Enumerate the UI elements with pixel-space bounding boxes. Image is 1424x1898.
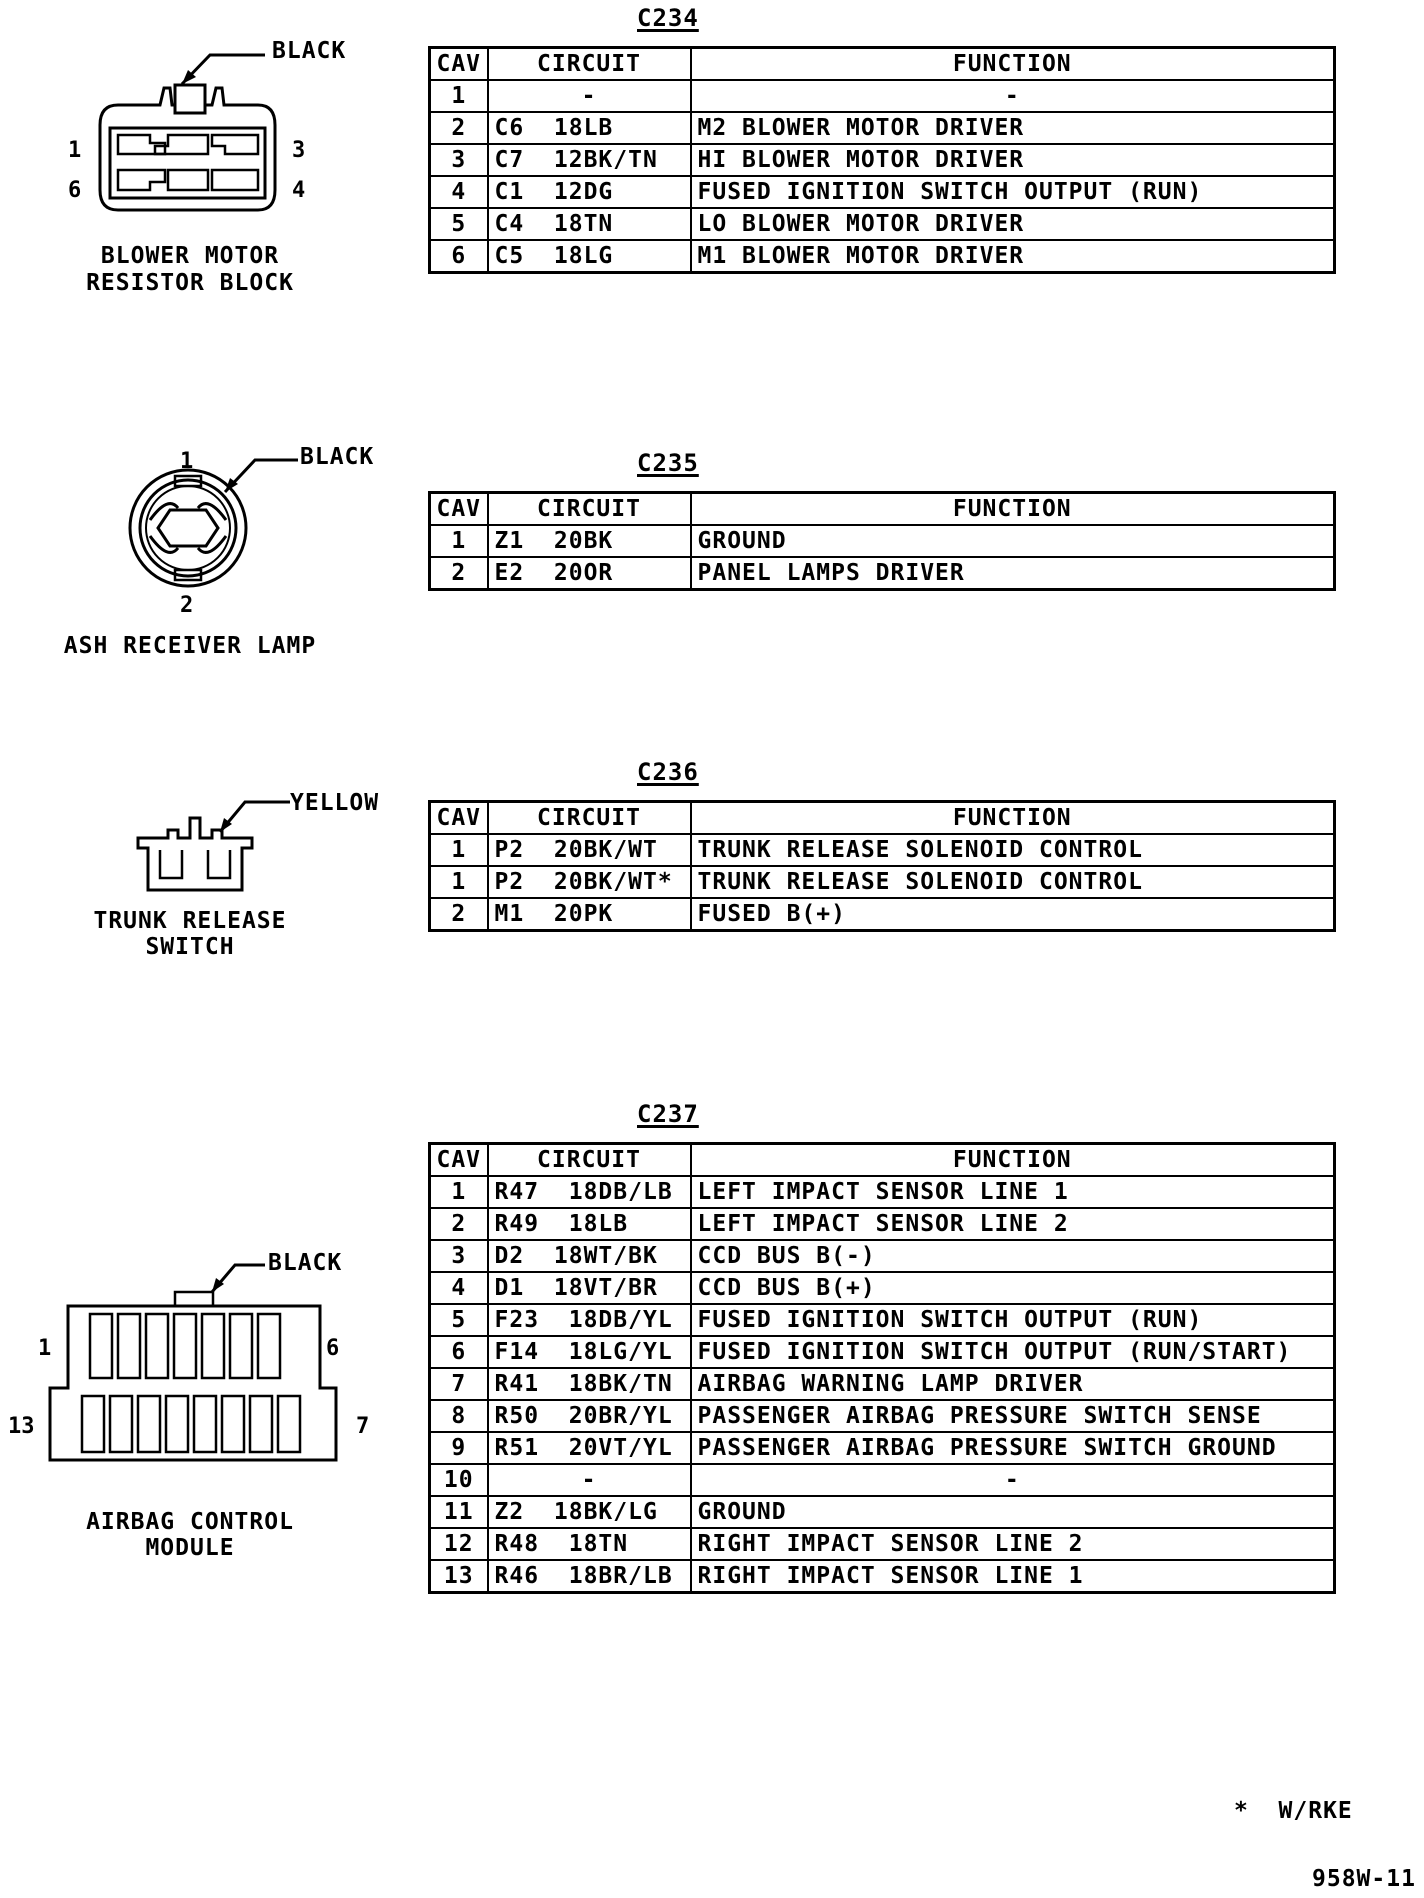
cell-circuit: R41 18BK/TN: [488, 1368, 691, 1400]
table-header-row: [430, 48, 1335, 81]
cell-cav: 13: [430, 1560, 488, 1593]
cell-cav: 3: [430, 1240, 488, 1272]
table-row: [430, 1208, 1335, 1240]
table-header-row: [430, 802, 1335, 835]
component-name-c235: ASH RECEIVER LAMP: [63, 633, 317, 659]
component-name-c236: [60, 908, 320, 960]
cell-circuit: Z1 20BK: [488, 525, 691, 557]
table-row: [430, 1336, 1335, 1368]
cell-circuit: D2 18WT/BK: [488, 1240, 691, 1272]
cell-function: PANEL LAMPS DRIVER: [691, 557, 1335, 590]
pinout-table-c236: [428, 800, 1336, 932]
cell-cav: 5: [430, 208, 488, 240]
table-row: [430, 144, 1335, 176]
cell-circuit: C4 18TN: [488, 208, 691, 240]
footnote: * W/RKE: [1234, 1798, 1353, 1824]
table-row: [430, 1496, 1335, 1528]
table-row: [430, 1432, 1335, 1464]
cell-circuit: -: [488, 1464, 691, 1496]
header-circuit: CIRCUIT: [488, 493, 691, 526]
color-label-c237: BLACK: [268, 1250, 343, 1276]
airbag-control-module-diagram: [40, 1240, 370, 1480]
cell-cav: 4: [430, 176, 488, 208]
color-label-c235: BLACK: [300, 444, 375, 470]
table-row: [430, 1368, 1335, 1400]
cell-function: LEFT IMPACT SENSOR LINE 1: [691, 1176, 1335, 1208]
table-row: [430, 1304, 1335, 1336]
cell-function: GROUND: [691, 525, 1335, 557]
cell-cav: 1: [430, 1176, 488, 1208]
cell-cav: 6: [430, 240, 488, 273]
table-row: [430, 1464, 1335, 1496]
cell-cav: 9: [430, 1432, 488, 1464]
cell-cav: 12: [430, 1528, 488, 1560]
header-function: FUNCTION: [691, 48, 1335, 81]
cell-cav: 1: [430, 80, 488, 112]
cell-function: FUSED IGNITION SWITCH OUTPUT (RUN): [691, 176, 1335, 208]
cell-circuit: P2 20BK/WT: [488, 834, 691, 866]
component-name-c237: AIRBAG CONTROL MODULE: [86, 1509, 294, 1561]
cell-cav: 2: [430, 1208, 488, 1240]
table-row: [430, 1528, 1335, 1560]
cell-cav: 3: [430, 144, 488, 176]
color-label-c236: YELLOW: [290, 790, 380, 816]
cell-circuit: C6 18LB: [488, 112, 691, 144]
cell-function: CCD BUS B(-): [691, 1240, 1335, 1272]
cell-circuit: R50 20BR/YL: [488, 1400, 691, 1432]
pin-label-1: 1: [68, 138, 82, 163]
table-row: [430, 176, 1335, 208]
table-row: [430, 240, 1335, 273]
pinout-table-c235: [428, 491, 1336, 591]
cell-function: RIGHT IMPACT SENSOR LINE 2: [691, 1528, 1335, 1560]
cell-cav: 1: [430, 834, 488, 866]
cell-circuit: C1 12DG: [488, 176, 691, 208]
pin-label-6: 6: [68, 178, 82, 203]
cell-cav: 4: [430, 1272, 488, 1304]
cell-function: GROUND: [691, 1496, 1335, 1528]
cell-circuit: R51 20VT/YL: [488, 1432, 691, 1464]
color-label-c234: BLACK: [272, 38, 347, 64]
table-row: [430, 557, 1335, 590]
component-name-line: BLOWER MOTOR: [100, 243, 280, 269]
cell-circuit: R46 18BR/LB: [488, 1560, 691, 1593]
cell-function: RIGHT IMPACT SENSOR LINE 1: [691, 1560, 1335, 1593]
cell-circuit: Z2 18BK/LG: [488, 1496, 691, 1528]
cell-function: FUSED IGNITION SWITCH OUTPUT (RUN): [691, 1304, 1335, 1336]
cell-cav: 1: [430, 866, 488, 898]
cell-function: FUSED IGNITION SWITCH OUTPUT (RUN/START): [691, 1336, 1335, 1368]
pin-label-6: 6: [326, 1336, 340, 1361]
pinout-table-c234: [428, 46, 1336, 274]
cell-function: PASSENGER AIRBAG PRESSURE SWITCH SENSE: [691, 1400, 1335, 1432]
cell-cav: 2: [430, 898, 488, 931]
connector-title-c235: C235: [637, 449, 699, 477]
cell-cav: 7: [430, 1368, 488, 1400]
cell-function: M1 BLOWER MOTOR DRIVER: [691, 240, 1335, 273]
table-row: [430, 208, 1335, 240]
component-name-line: RESISTOR BLOCK: [86, 270, 294, 296]
table-row: [430, 1240, 1335, 1272]
pin-label-1: 1: [180, 449, 194, 474]
cell-cav: 8: [430, 1400, 488, 1432]
header-circuit: CIRCUIT: [488, 48, 691, 81]
header-circuit: CIRCUIT: [488, 1144, 691, 1177]
component-name-line: SWITCH: [145, 934, 235, 960]
cell-circuit: R48 18TN: [488, 1528, 691, 1560]
cell-cav: 1: [430, 525, 488, 557]
cell-circuit: R47 18DB/LB: [488, 1176, 691, 1208]
pin-label-7: 7: [356, 1414, 370, 1439]
table-row: [430, 525, 1335, 557]
pin-label-3: 3: [292, 138, 306, 163]
table-row: [430, 866, 1335, 898]
cell-function: HI BLOWER MOTOR DRIVER: [691, 144, 1335, 176]
cell-function: LEFT IMPACT SENSOR LINE 2: [691, 1208, 1335, 1240]
header-function: FUNCTION: [691, 1144, 1335, 1177]
pin-label-4: 4: [292, 178, 306, 203]
header-cav: CAV: [430, 48, 488, 81]
connector-title-c237: C237: [637, 1100, 699, 1128]
pin-label-1: 1: [38, 1336, 52, 1361]
connector-title-c236: C236: [637, 758, 699, 786]
cell-circuit: C5 18LG: [488, 240, 691, 273]
cell-cav: 2: [430, 557, 488, 590]
table-row: [430, 1400, 1335, 1432]
cell-circuit: E2 20OR: [488, 557, 691, 590]
table-row: [430, 1272, 1335, 1304]
cell-cav: 6: [430, 1336, 488, 1368]
table-row: [430, 1176, 1335, 1208]
header-cav: CAV: [430, 493, 488, 526]
cell-circuit: -: [488, 80, 691, 112]
table-row: [430, 834, 1335, 866]
cell-function: AIRBAG WARNING LAMP DRIVER: [691, 1368, 1335, 1400]
cell-function: TRUNK RELEASE SOLENOID CONTROL: [691, 834, 1335, 866]
cell-function: CCD BUS B(+): [691, 1272, 1335, 1304]
table-row: [430, 898, 1335, 931]
header-cav: CAV: [430, 802, 488, 835]
pin-label-2: 2: [180, 593, 194, 618]
cell-function: M2 BLOWER MOTOR DRIVER: [691, 112, 1335, 144]
cell-function: TRUNK RELEASE SOLENOID CONTROL: [691, 866, 1335, 898]
cell-circuit: M1 20PK: [488, 898, 691, 931]
table-row: [430, 112, 1335, 144]
pinout-table-c237: [428, 1142, 1336, 1594]
table-row: [430, 80, 1335, 112]
connector-title-c234: C234: [637, 4, 699, 32]
pin-label-13: 13: [8, 1414, 35, 1439]
header-cav: CAV: [430, 1144, 488, 1177]
component-name-c234: [60, 243, 320, 297]
cell-circuit: R49 18LB: [488, 1208, 691, 1240]
cell-circuit: F14 18LG/YL: [488, 1336, 691, 1368]
cell-function: FUSED B(+): [691, 898, 1335, 931]
figure-id: 958W-11: [1312, 1866, 1416, 1892]
cell-circuit: D1 18VT/BR: [488, 1272, 691, 1304]
cell-function: -: [691, 1464, 1335, 1496]
table-row: [430, 1560, 1335, 1593]
cell-circuit: C7 12BK/TN: [488, 144, 691, 176]
cell-cav: 10: [430, 1464, 488, 1496]
component-name-line: TRUNK RELEASE: [93, 908, 287, 934]
cell-cav: 5: [430, 1304, 488, 1336]
cell-cav: 2: [430, 112, 488, 144]
cell-function: -: [691, 80, 1335, 112]
table-header-row: [430, 493, 1335, 526]
header-function: FUNCTION: [691, 802, 1335, 835]
header-circuit: CIRCUIT: [488, 802, 691, 835]
cell-circuit: F23 18DB/YL: [488, 1304, 691, 1336]
cell-cav: 11: [430, 1496, 488, 1528]
cell-circuit: P2 20BK/WT*: [488, 866, 691, 898]
table-header-row: [430, 1144, 1335, 1177]
header-function: FUNCTION: [691, 493, 1335, 526]
cell-function: PASSENGER AIRBAG PRESSURE SWITCH GROUND: [691, 1432, 1335, 1464]
cell-function: LO BLOWER MOTOR DRIVER: [691, 208, 1335, 240]
